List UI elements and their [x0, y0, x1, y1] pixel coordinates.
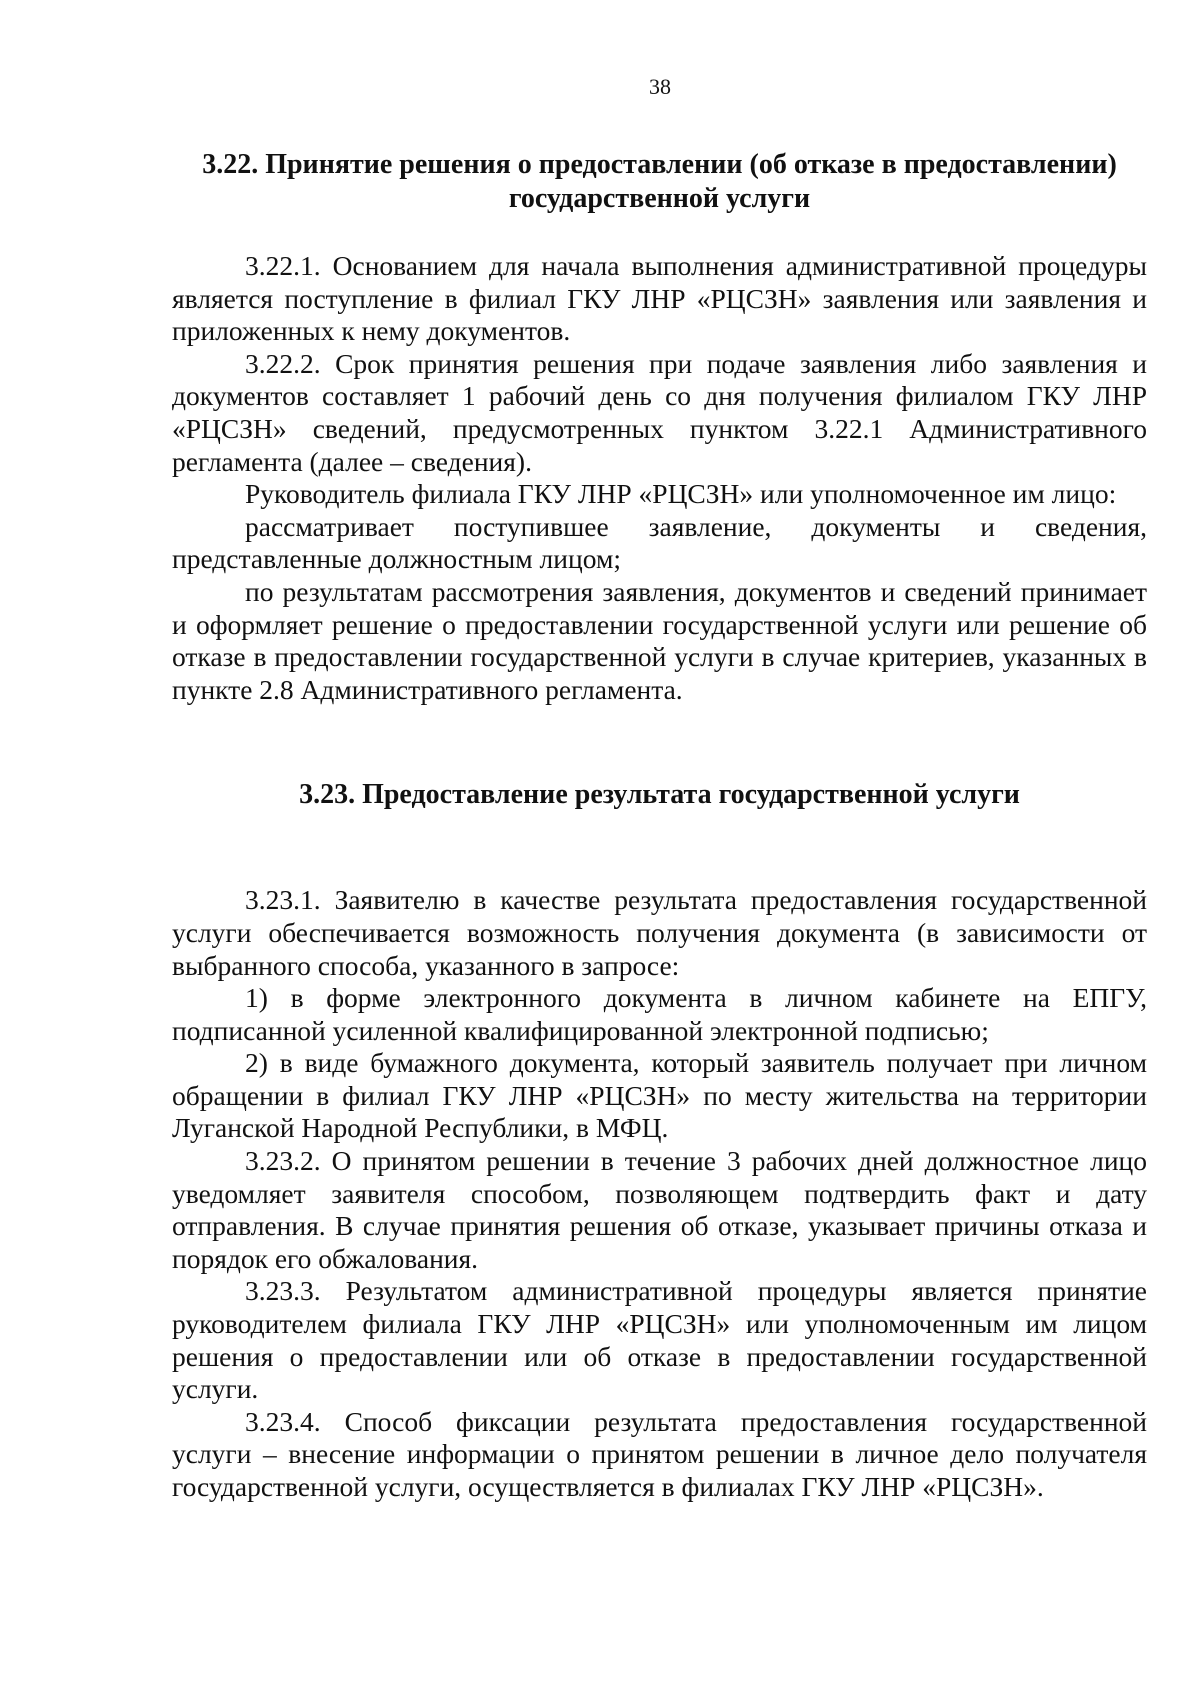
paragraph-3-23-2: 3.23.2. О принятом решении в течение 3 рабочих дней должностное лицо уведомляет заявителя способом, позволяющем подтвердить факт и дату отправления. В случае принятия решения об отказе, указывает причины отказа и порядок его обжалования. [172, 1145, 1147, 1274]
paragraph-3-23-1: 3.23.1. Заявителю в качестве результата предоставления государственной услуги обеспечивается возможность получения документа (в зависимости от выбранного способа, указанного в запросе: [172, 884, 1147, 981]
section-3-22-title-line1: 3.22. Принятие решения о предоставлении (об отказе в предоставлении) [202, 149, 1117, 180]
paragraph-considers: рассматривает поступившее заявление, документы и сведения, представленные должностным лицом; [172, 510, 1147, 575]
paragraph-decision: по результатам рассмотрения заявления, документов и сведений принимает и оформляет решение о предоставлении государственной услуги или решение об отказе в предоставлении государственной услуги в случае критериев, указанных в пункте 2.8 Административного регламента. [172, 575, 1147, 705]
paragraph-head-authority: Руководитель филиала ГКУ ЛНР «РЦСЗН» или уполномоченное им лицо: [245, 478, 1117, 510]
section-3-22-heading [172, 148, 1147, 216]
section-3-22-title-line2: государственной услуги [508, 183, 811, 214]
page-number: 38 [649, 74, 671, 99]
document-body [172, 148, 1147, 1504]
paragraph-option-1: 1) в форме электронного документа в личном кабинете на ЕПГУ, подписанной усиленной квалифицированной электронной подписью; [172, 982, 1147, 1046]
paragraph-3-23-4: 3.23.4. Способ фиксации результата предоставления государственной услуги – внесение информации о принятом решении в личное дело получателя государственной услуги, осуществляется в филиалах ГКУ ЛНР «РЦСЗН». [172, 1405, 1147, 1502]
paragraph-option-2: 2) в виде бумажного документа, который заявитель получает при личном обращении в филиал ГКУ ЛНР «РЦСЗН» по месту жительства на территории Луганской Народной Республики, в МФЦ. [172, 1047, 1147, 1144]
paragraph-3-23-3: 3.23.3. Результатом административной процедуры является принятие руководителем филиала ГКУ ЛНР «РЦСЗН» или уполномоченным им лицом решения о предоставлении или об отказе в предоставлении государственной услуги. [172, 1275, 1147, 1405]
paragraph-3-22-2: 3.22.2. Срок принятия решения при подаче заявления либо заявления и документов составляет 1 рабочий день со дня получения филиалом ГКУ ЛНР «РЦСЗН» сведений, предусмотренных пунктом 3.22.1 Административного регламента (далее – сведения). [172, 347, 1147, 477]
section-3-23-heading: 3.23. Предоставление результата государственной услуги [299, 779, 1020, 811]
paragraph-3-22-1: 3.22.1. Основанием для начала выполнения административной процедуры является поступление в филиал ГКУ ЛНР «РЦСЗН» заявления или заявления и приложенных к нему документов. [172, 250, 1147, 347]
